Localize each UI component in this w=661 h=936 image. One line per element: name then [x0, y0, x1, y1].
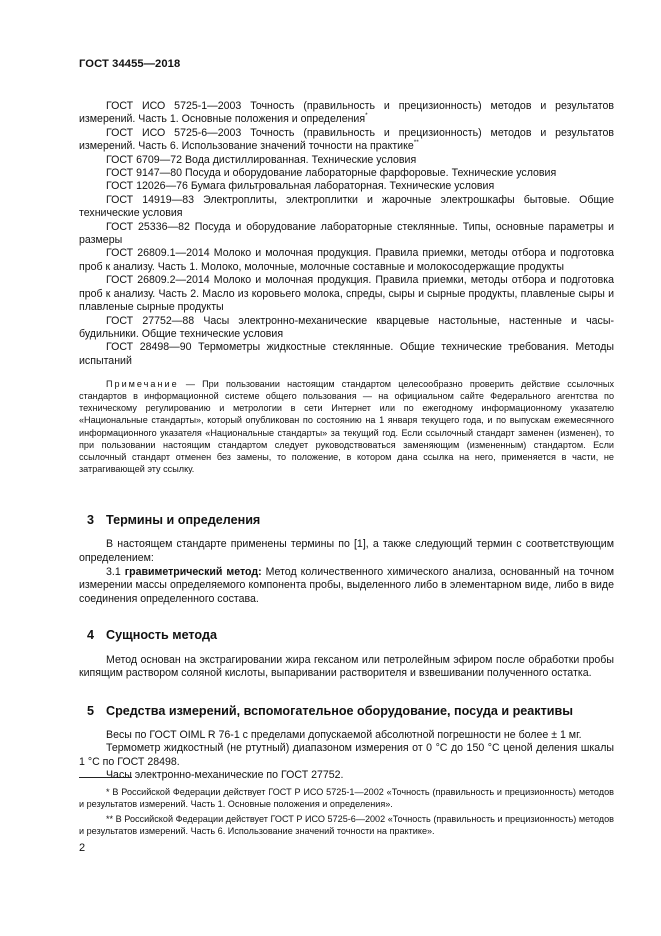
section-4-text: Метод основан на экстрагировании жира гексаном или петролейным эфиром после обработки пробы кипящим раствором соляной кислоты, выпаривании растворителя и взвешивании полученного остатка.: [79, 653, 614, 680]
footnote-mark: *: [365, 112, 368, 120]
reference-item: ГОСТ 9147—80 Посуда и оборудование лабораторные фарфоровые. Технические условия: [106, 167, 557, 180]
note-label: Примечание: [106, 379, 179, 390]
footnotes: [79, 786, 614, 837]
reference-item: ГОСТ 14919—83 Электроплиты, электроплитки и жарочные электрошкафы бытовые. Общие технические условия: [79, 193, 614, 220]
section-3-heading: 3 Термины и определения: [87, 512, 261, 527]
footnote-item: ** В Российской Федерации действует ГОСТ Р ИСО 5725-6—2002 «Точность (правильность и прецизионность) методов и результатов измерений. Часть 6. Использование значений точности на практике».: [79, 814, 614, 836]
footnote-separator: [79, 777, 132, 778]
reference-item: ГОСТ ИСО 5725-6—2003 Точность (правильность и прецизионность) методов и результатов измерений. Часть 6. Использование значений точности на практике**: [79, 126, 614, 153]
footnote-item: * В Российской Федерации действует ГОСТ Р ИСО 5725-1—2002 «Точность (правильность и прецизионность) методов и результатов измерений. Часть 1. Основные положения и определения».: [79, 787, 614, 809]
reference-item: ГОСТ 25336—82 Посуда и оборудование лабораторные стеклянные. Типы, основные параметры и размеры: [79, 220, 614, 247]
term-definition: 3.1 гравиметрический метод: Метод количественного химического анализа, основанный на точном измерении массы определяемого компонента пробы, выделенного либо в элементарном виде, либо в виде соединения определенного состава.: [79, 565, 614, 605]
section-5-paragraph: Термометр жидкостный (не ртутный) диапазоном измерения от 0 °С до 150 °С ценой деления шкалы 1 °С по ГОСТ 28498.: [79, 742, 614, 768]
note-text: — При пользовании настоящим стандартом целесообразно проверить действие ссылочных стандартов в информационной системе общего пользования — на официальном сайте Федерального агентства по техническому регулированию и метрологии в сети Интернет или по ежегодному информационному указателю «Национальные стандарты», который опубликован по состоянию на 1 января текущего года, и по выпускам ежемесячного информационного указателя «Национальные стандарты» за текущий год. Если ссылочный стандарт заменен (изменен), то при пользовании настоящим стандартом следует руководствоваться заменяющим (измененным) стандартом. Если ссылочный стандарт отменен без замены, то положение, в котором дана ссылка на него, применяется в части, не затрагивающей эту ссылку.: [79, 379, 615, 474]
section-3-intro: В настоящем стандарте применены термины по [1], а также следующий термин с соответствующим определением:: [79, 538, 614, 564]
section-4-heading: 4 Сущность метода: [87, 628, 217, 643]
references-note: [79, 378, 614, 475]
reference-item: ГОСТ 12026—76 Бумага фильтровальная лабораторная. Технические условия: [106, 180, 495, 193]
reference-item: ГОСТ 26809.1—2014 Молоко и молочная продукция. Правила приемки, методы отбора и подготовка проб к анализу. Часть 1. Молоко, молочные, молочные составные и молокосодержащие продукты: [79, 247, 614, 273]
term-name: гравиметрический метод:: [124, 565, 262, 578]
reference-item: ГОСТ 6709—72 Вода дистиллированная. Технические условия: [106, 153, 417, 166]
normative-references-list: [79, 100, 614, 368]
page-number: 2: [79, 842, 86, 854]
section-5-paragraph: Часы электронно-механические по ГОСТ 27752.: [106, 769, 344, 782]
section-5-paragraph: Весы по ГОСТ OIML R 76-1 с пределами допускаемой абсолютной погрешности не более ± 1 мг.: [106, 728, 582, 741]
reference-item: ГОСТ 28498—90 Термометры жидкостные стеклянные. Общие технические требования. Методы испытаний: [79, 341, 614, 367]
footnote-mark: **: [413, 139, 419, 147]
section-5-heading: 5 Средства измерений, вспомогательное оборудование, посуда и реактивы: [87, 704, 574, 719]
reference-item: ГОСТ 26809.2—2014 Молоко и молочная продукция. Правила приемки, методы отбора и подготовка проб к анализу. Часть 2. Масло из коровьего молока, спреды, сыры и сырные продукты, плавленые сыры и плавленые сырные продукты: [79, 274, 614, 314]
reference-item: ГОСТ 27752—88 Часы электронно-механические кварцевые настольные, настенные и часы-будильники. Общие технические условия: [79, 314, 614, 340]
main-content: [79, 100, 614, 783]
standard-code-header: ГОСТ 34455—2018: [79, 58, 181, 70]
reference-item: ГОСТ ИСО 5725-1—2003 Точность (правильность и прецизионность) методов и результатов измерений. Часть 1. Основные положения и определения*: [79, 100, 614, 126]
